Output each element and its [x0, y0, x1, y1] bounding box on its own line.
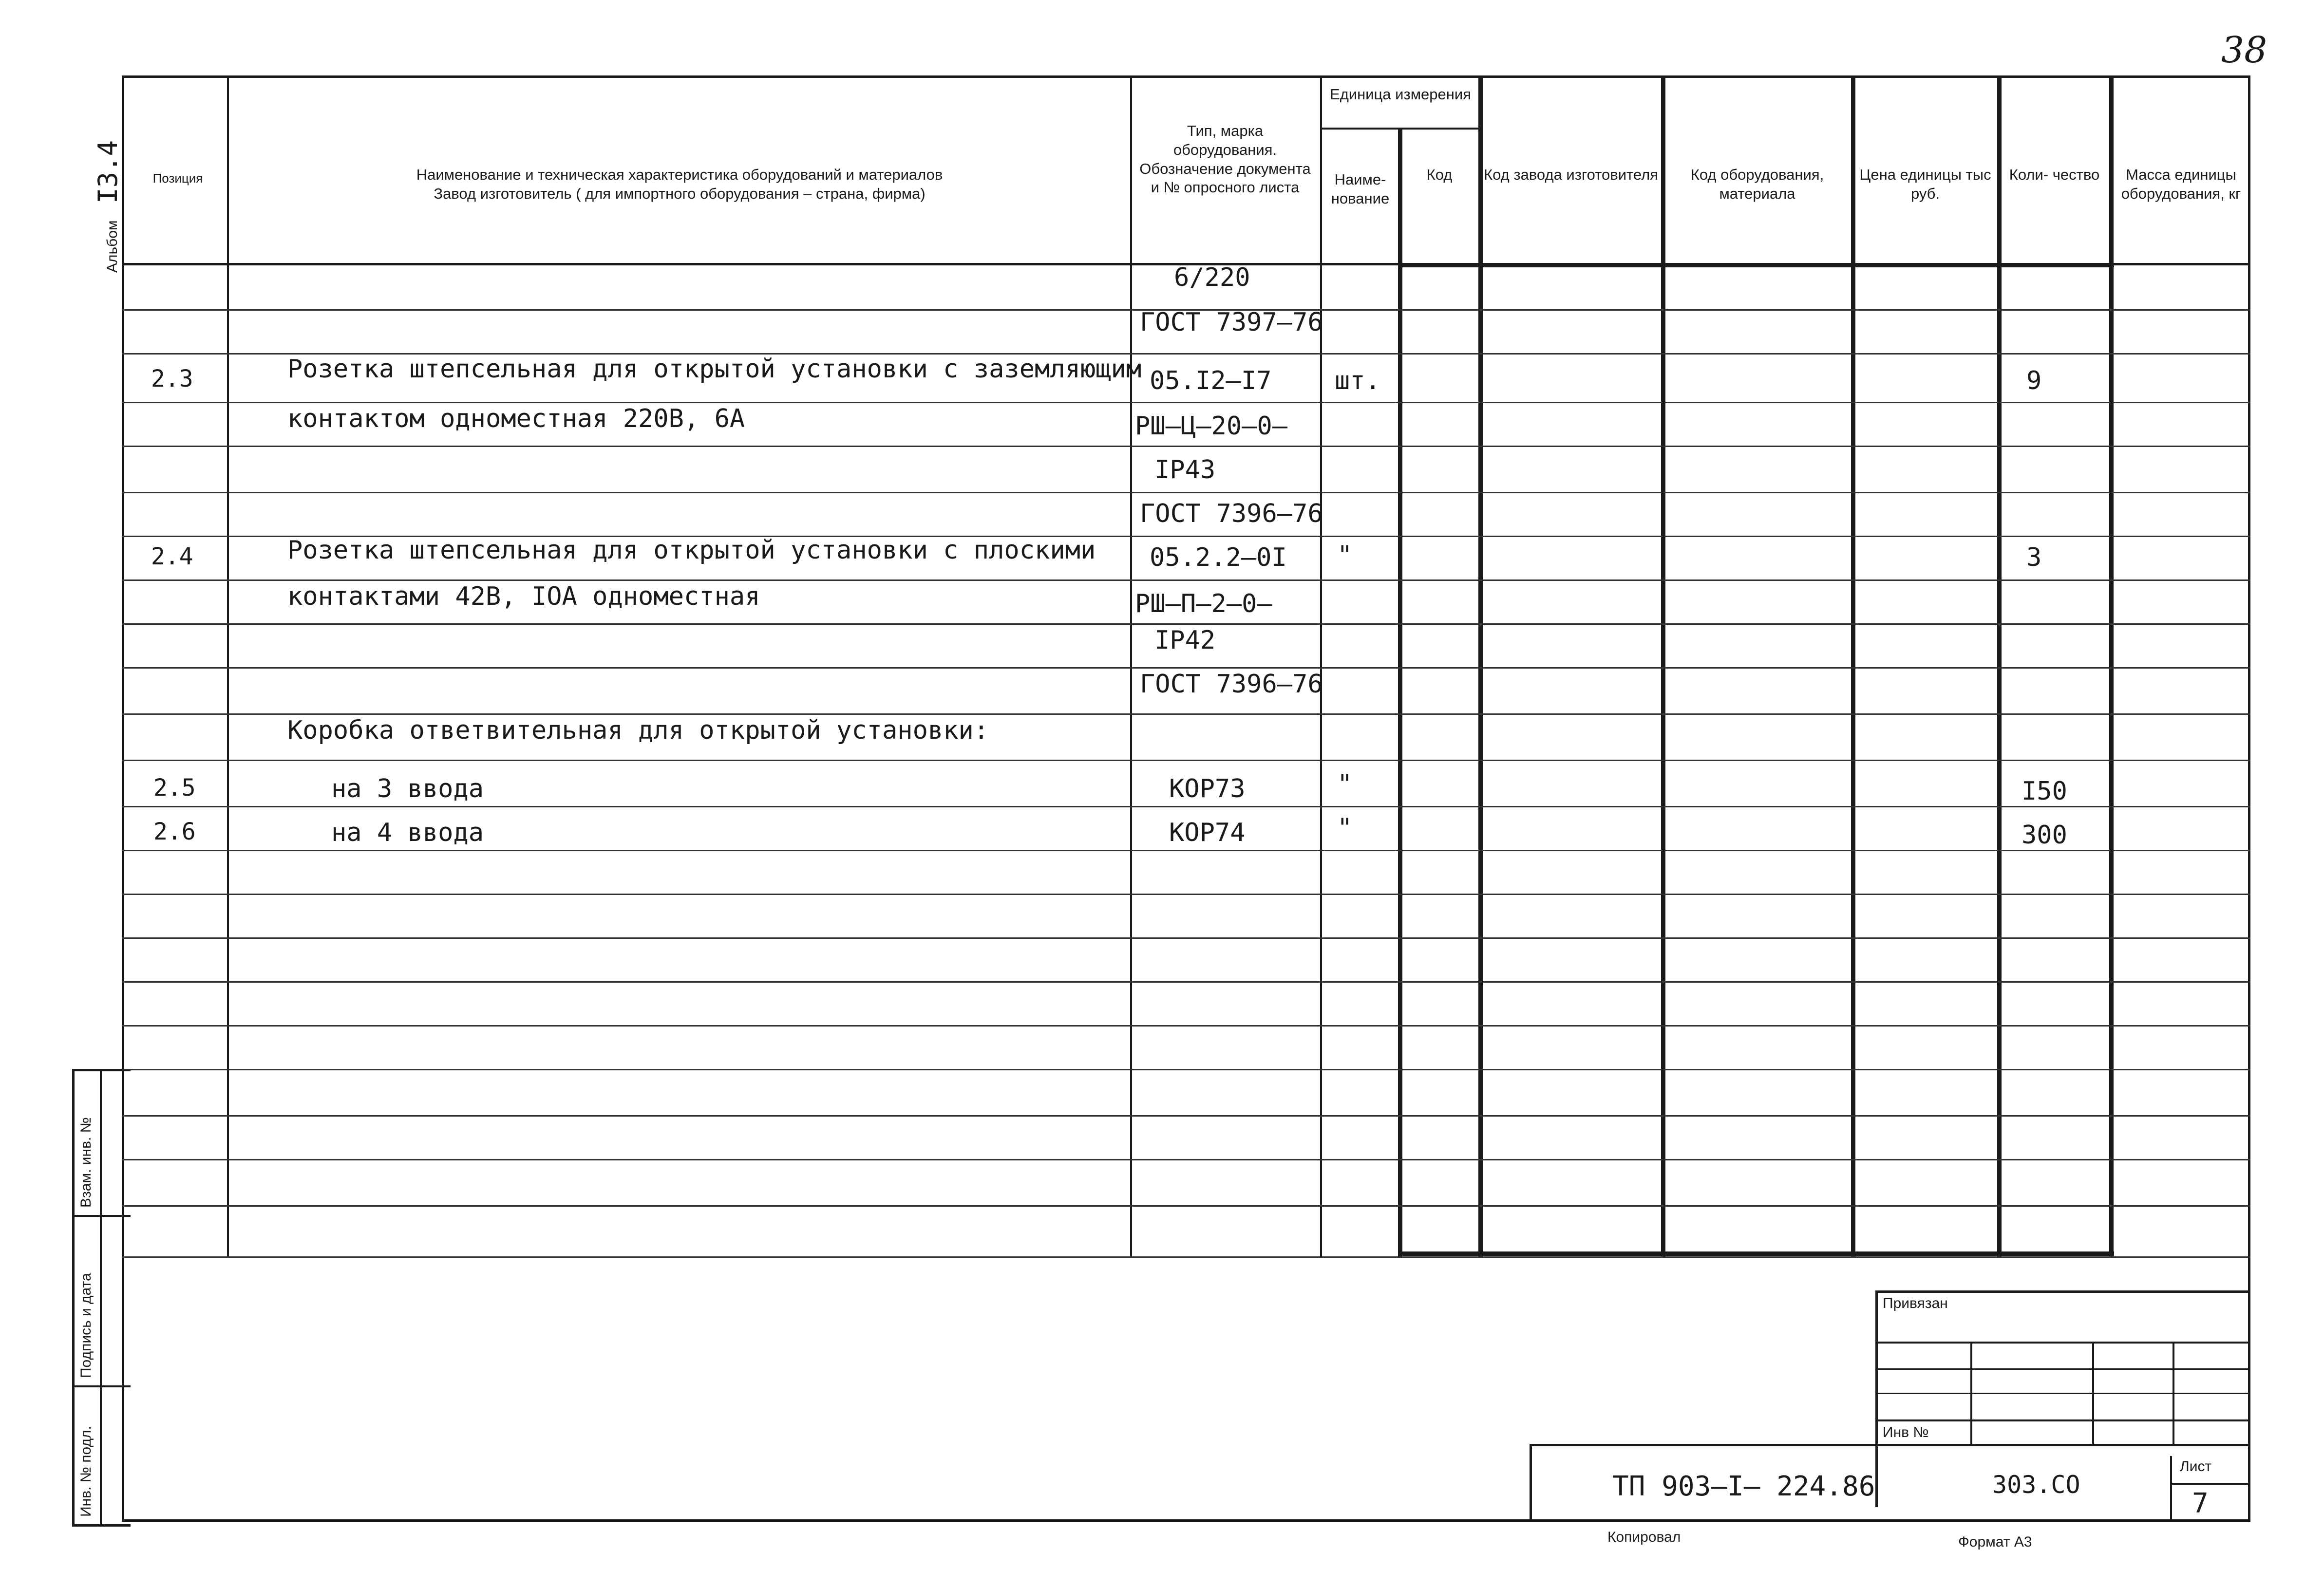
header-name-line2: Завод изготовитель ( для импортного оборудования – страна, фирма)	[434, 185, 926, 202]
row-line	[122, 713, 2250, 715]
sheet-code: 303.CO	[1992, 1471, 2080, 1499]
row-line	[122, 937, 2250, 939]
row-line	[122, 1115, 2250, 1117]
header-price: Цена единицы тыс руб.	[1859, 166, 1991, 202]
row-name: Розетка штепсельная для открытой установки с заземляющим	[287, 355, 1142, 384]
row-line	[122, 579, 2250, 581]
header-name-line1: Наименование и техническая характеристика оборудований и материалов	[416, 166, 943, 183]
row-line	[122, 1069, 2250, 1070]
row-mark: ГОСТ 7396–76	[1140, 670, 1323, 699]
footer-format: Формат А3	[1958, 1534, 2032, 1550]
row-name: Коробка ответвительная для открытой установки:	[287, 716, 989, 745]
col-line	[227, 75, 229, 1256]
row-line	[122, 402, 2250, 403]
col-line	[1320, 75, 1322, 1256]
row-qty: 3	[2026, 543, 2042, 572]
row-line	[122, 806, 2250, 807]
col-line-thick	[1478, 75, 1483, 1256]
header-equip-code: Код оборудования, материала	[1690, 166, 1824, 202]
header-name	[234, 166, 1125, 204]
row-line	[122, 1159, 2250, 1160]
row-line	[122, 850, 2250, 851]
row-unit: "	[1337, 769, 1353, 799]
header-unit-code: Код	[1426, 166, 1453, 183]
row-name: Розетка штепсельная для открытой установки с плоскими	[287, 536, 1096, 565]
header-type-mark: Тип, марка оборудования. Обозначение документа и № опросного листа	[1139, 122, 1311, 196]
header-qty: Коли- чество	[2009, 166, 2100, 183]
row-unit: "	[1337, 813, 1353, 842]
row-mark: ГОСТ 7396–76	[1140, 499, 1323, 528]
row-position: 2.4	[151, 543, 193, 570]
page-number: 38	[2221, 29, 2267, 71]
header-unit: Единица измерения	[1330, 86, 1471, 103]
row-mark: РШ–П–2–0–	[1135, 589, 1272, 618]
header-mass: Масса единицы оборудования, кг	[2121, 166, 2241, 202]
stamp-line	[1875, 1342, 2250, 1344]
row-line	[122, 623, 2250, 625]
row-qty: 300	[2022, 821, 2067, 850]
col-line	[1130, 75, 1132, 1256]
stamp-line	[1875, 1393, 2250, 1394]
row-name: на 4 ввода	[331, 818, 484, 847]
row-name: на 3 ввода	[331, 774, 484, 803]
col-line-thick	[1661, 75, 1665, 1256]
sheet-number: 7	[2192, 1488, 2209, 1519]
side-divider-vertical	[100, 1069, 102, 1524]
album-number: I3.4	[93, 140, 123, 204]
row-unit: шт.	[1335, 366, 1380, 395]
row-qty: 9	[2026, 366, 2042, 395]
row-mark: IP43	[1154, 455, 1216, 485]
col-line-thick	[1398, 129, 1402, 1256]
row-position: 2.3	[151, 365, 193, 392]
row-line	[122, 1205, 2250, 1207]
row-mark: ГОСТ 7397–76	[1140, 308, 1323, 337]
row-line	[122, 446, 2250, 447]
stamp-privyazan: Привязан	[1883, 1295, 1948, 1311]
row-line	[122, 667, 2250, 669]
header-unit-name: Наиме- нование	[1331, 171, 1390, 207]
row-mark: КОР74	[1169, 818, 1246, 847]
row-mark: РШ–Ц–20–0–	[1135, 411, 1288, 441]
row-line	[122, 492, 2250, 493]
row-qty: I50	[2022, 777, 2067, 806]
footer-copied: Копировал	[1607, 1529, 1681, 1545]
sheet-vline	[2170, 1456, 2172, 1522]
row-line	[122, 981, 2250, 983]
col-line-thick	[1997, 75, 2002, 1256]
stamp-vline	[1970, 1342, 1972, 1444]
row-position: 2.5	[153, 774, 196, 802]
row-mark: 6/220	[1174, 263, 1250, 292]
row-line	[122, 760, 2250, 761]
row-line	[122, 1025, 2250, 1027]
stamp-vline	[2092, 1342, 2094, 1444]
row-name: контактом одноместная 220В, 6А	[287, 404, 745, 433]
row-mark: КОР73	[1169, 774, 1246, 803]
vzam-inv-label: Взам. инв. №	[78, 1117, 94, 1208]
stamp-line	[1875, 1368, 2250, 1370]
inner-bottom-line	[1398, 1251, 2114, 1256]
row-unit: "	[1337, 541, 1353, 570]
row-mark: IP42	[1154, 626, 1216, 655]
row-mark: 05.I2–I7	[1150, 366, 1272, 395]
row-line	[122, 894, 2250, 895]
album-label: Альбом	[104, 220, 120, 273]
header-maker-code: Код завода изготовителя	[1484, 166, 1658, 183]
podpis-label: Подпись и дата	[78, 1273, 94, 1378]
row-position: 2.6	[153, 818, 196, 845]
row-name: контактами 42В, IOА одноместная	[287, 582, 760, 611]
inv-podl-label: Инв. № подл.	[78, 1426, 94, 1517]
col-line-thick	[1851, 75, 1855, 1256]
stamp-vline	[2173, 1342, 2174, 1444]
doc-code: ТП 903–I– 224.86	[1612, 1471, 1875, 1502]
sheet-hline	[2170, 1483, 2250, 1485]
row-line	[122, 1256, 2250, 1258]
inner-top-line	[1398, 263, 2114, 267]
album-label-group	[93, 140, 123, 273]
stamp-inv-no: Инв №	[1883, 1424, 1929, 1440]
unit-split-line	[1320, 128, 1481, 130]
col-line-thick	[2109, 75, 2114, 1256]
sheet-label: Лист	[2180, 1458, 2212, 1475]
stamp-line	[1875, 1419, 2250, 1421]
header-position: Позиция	[152, 171, 203, 186]
row-mark: 05.2.2–0I	[1150, 543, 1287, 572]
